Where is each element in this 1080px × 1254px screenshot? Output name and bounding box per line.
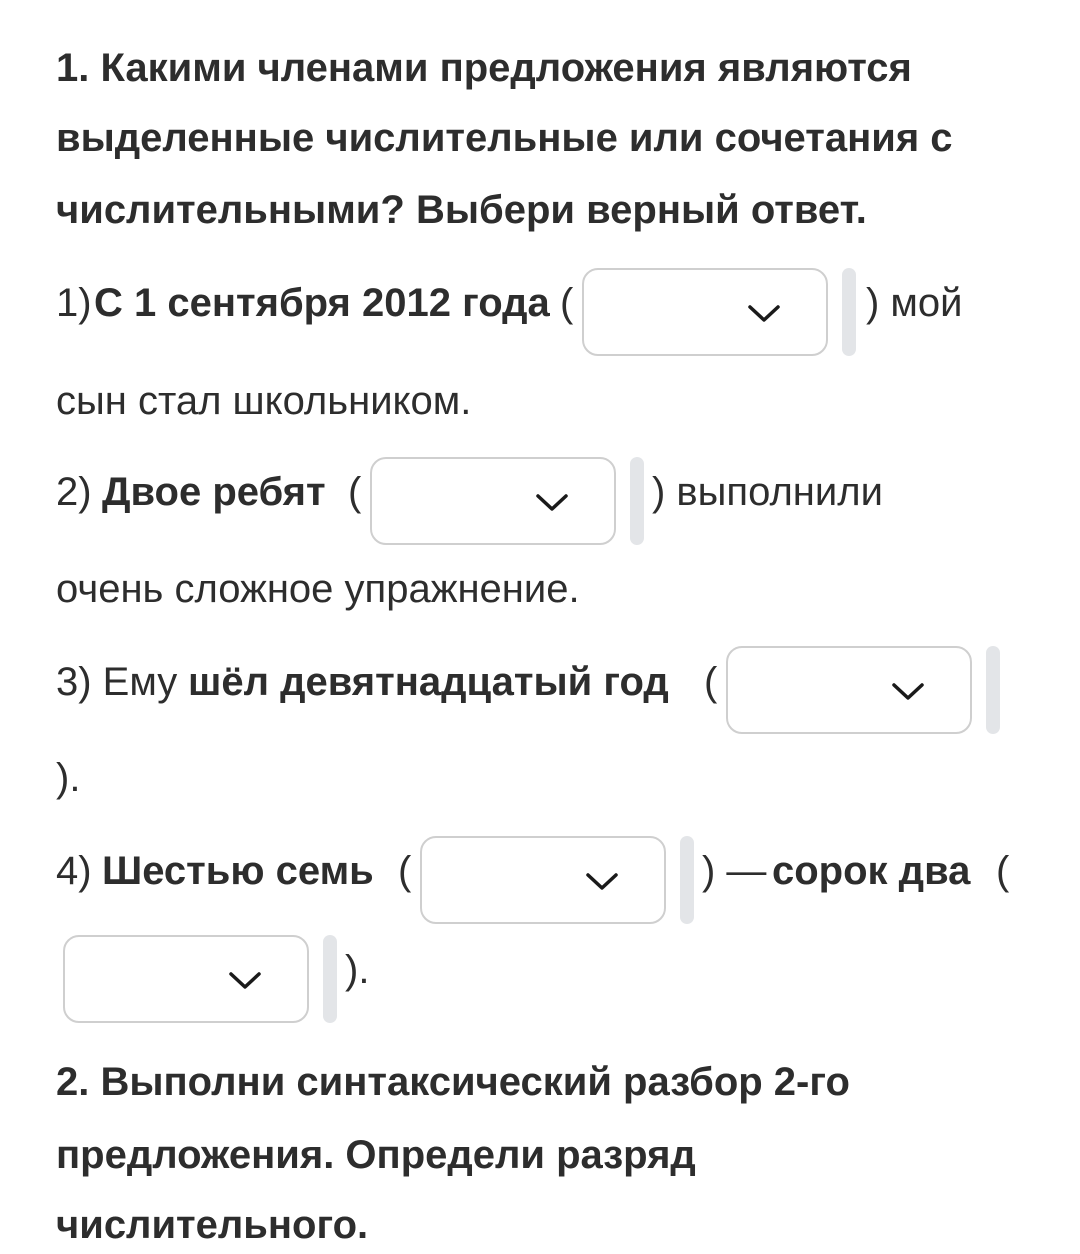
- item1-open-paren: (: [560, 281, 574, 325]
- item4-answer-dropdown[interactable]: [420, 836, 666, 924]
- item4-drag-handle[interactable]: [680, 836, 694, 924]
- item2-bold-phrase: Двое ребят: [102, 470, 326, 514]
- item3-bold-phrase: шёл девятнадцатый год: [188, 660, 669, 704]
- item1-number: 1): [56, 281, 92, 325]
- item4-bold-phrase: Шестью семь: [102, 849, 374, 893]
- task1-title-line3: числительными? Выбери верный ответ.: [56, 188, 867, 232]
- item1-answer-dropdown[interactable]: [582, 268, 828, 356]
- item1-drag-handle[interactable]: [842, 268, 856, 356]
- item3-number: 3) Ему: [56, 660, 178, 704]
- task2-title-line2: предложения. Определи разряд: [56, 1133, 696, 1177]
- item1-after-text: ) мой: [866, 281, 963, 325]
- item4-open-paren: (: [398, 849, 412, 893]
- chevron-down-icon: [227, 965, 263, 995]
- chevron-down-icon: [746, 298, 782, 328]
- item4-bold-phrase-2: сорок два: [772, 849, 971, 893]
- item1-line2: сын стал школьником.: [56, 379, 472, 423]
- item2-line2: очень сложное упражнение.: [56, 567, 580, 611]
- item3-line2: ).: [56, 756, 81, 800]
- task2-title-line1: 2. Выполни синтаксический разбор 2-го: [56, 1060, 850, 1104]
- item2-drag-handle[interactable]: [630, 457, 644, 545]
- task1-title-line2: выделенные числительные или сочетания с: [56, 116, 953, 160]
- item2-number: 2): [56, 470, 92, 514]
- item4-answer-dropdown-2[interactable]: [63, 935, 309, 1023]
- item4-middle-text: ) —: [702, 849, 767, 893]
- task1-title-line1: 1. Какими членами предложения являются: [56, 46, 912, 90]
- item4-drag-handle-2[interactable]: [323, 935, 337, 1023]
- item3-drag-handle[interactable]: [986, 646, 1000, 734]
- item4-open-paren-2: (: [996, 849, 1010, 893]
- chevron-down-icon: [890, 676, 926, 706]
- item1-bold-phrase: С 1 сентября 2012 года: [94, 281, 550, 325]
- chevron-down-icon: [534, 487, 570, 517]
- chevron-down-icon: [584, 866, 620, 896]
- item2-answer-dropdown[interactable]: [370, 457, 616, 545]
- item3-open-paren: (: [704, 660, 718, 704]
- task2-title-line3: числительного.: [56, 1203, 369, 1247]
- item4-after-text-2: ).: [345, 948, 370, 992]
- item2-after-text: ) выполнили: [652, 470, 883, 514]
- item3-answer-dropdown[interactable]: [726, 646, 972, 734]
- item2-open-paren: (: [348, 470, 362, 514]
- item4-number: 4): [56, 849, 92, 893]
